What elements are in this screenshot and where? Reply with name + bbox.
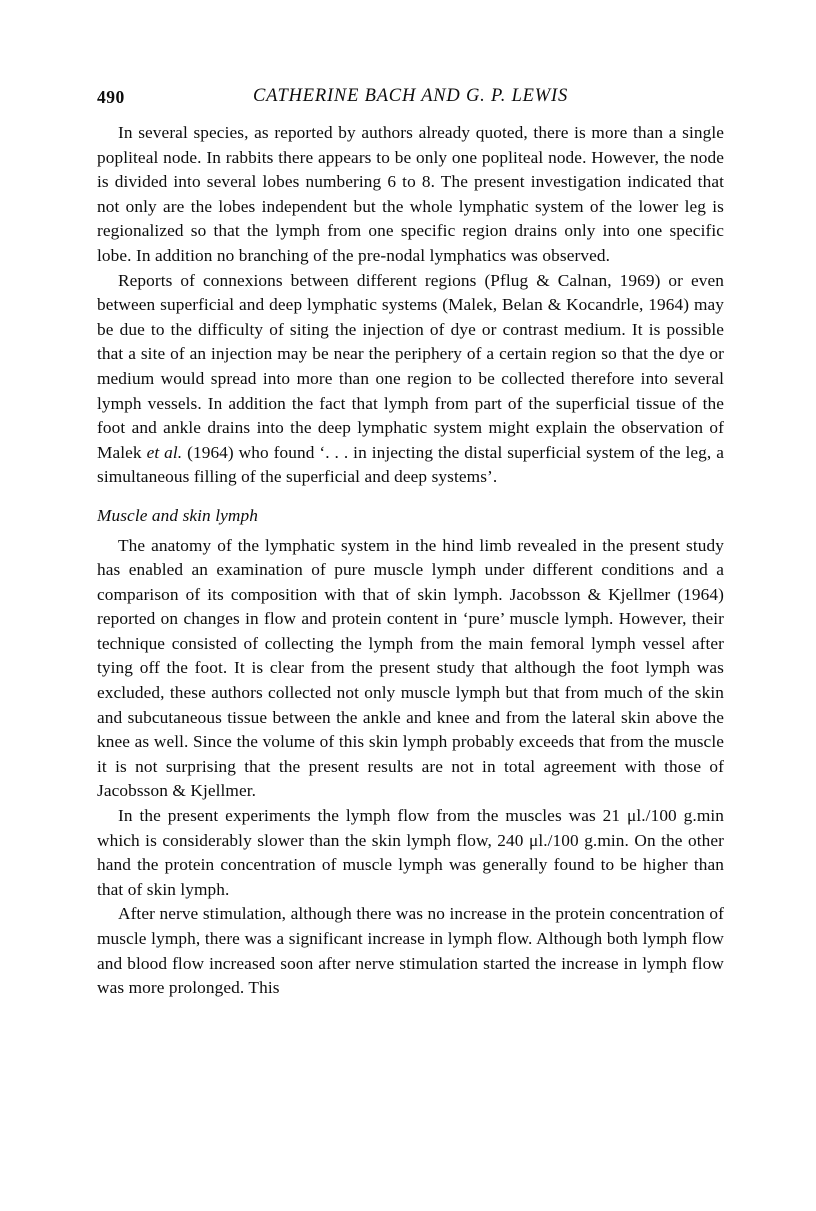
page-body — [97, 121, 724, 1001]
paragraph-4 — [97, 804, 724, 902]
paragraph-1 — [97, 121, 724, 269]
page-header — [97, 86, 724, 112]
paragraph-4-text: In the present experiments the lymph flow from the muscles was 21 μl./100 g.min which is considerably slower than the skin lymph flow, 240 μl./100 g.min. On the other hand the protein concentration of muscle lymph was generally found to be higher than that of skin lymph. — [97, 806, 724, 899]
page-number: 490 — [97, 87, 125, 107]
paragraph-3 — [97, 534, 724, 805]
paragraph-2-text-before: Reports of connexions between different regions (Pflug & Calnan, 1969) or even between superficial and deep lymphatic systems (Malek, Belan & Kocandrle, 1964) may be due to the difficulty of siting the injection of dye or contrast medium. It is possible that a site of an injection may be near the periphery of a certain region so that the dye or medium would spread into more than one region to be collected therefore into several lymph vessels. In addition the fact that lymph from part of the superficial tissue of the foot and ankle drains into the deep lymphatic system might explain the observation of Malek — [97, 270, 724, 462]
running-title: CATHERINE BACH AND G. P. LEWIS — [252, 86, 569, 106]
paragraph-1-text: In several species, as reported by authors already quoted, there is more than a single popliteal node. In rabbits there appears to be only one popliteal node. However, the node is divided into several lobes numbering 6 to 8. The present investigation indicated that not only are the lobes independent but the whole lymphatic system of the lower leg is regionalized so that the lymph from one specific region drains only into one specific lobe. In addition no branching of the pre-nodal lymphatics was observed. — [97, 123, 724, 265]
paragraph-2-text-after: (1964) who found ‘. . . in injecting the distal superficial system of the leg, a simultaneous filling of the superficial and deep systems’. — [97, 442, 724, 487]
paragraph-2-et-al: et al. — [146, 442, 183, 462]
paragraph-3-text: The anatomy of the lymphatic system in the hind limb revealed in the present study has enabled an examination of pure muscle lymph under different conditions and a comparison of its composition with that of skin lymph. Jacobsson & Kjellmer (1964) reported on changes in flow and protein content in ‘pure’ muscle lymph. However, their technique consisted of collecting the lymph from the main femoral lymph vessel after tying off the foot. It is clear from the present study that although the foot lymph was excluded, these authors collected not only muscle lymph but that from much of the skin and subcutaneous tissue between the ankle and knee and from the lateral skin above the knee as well. Since the volume of this skin lymph probably exceeds that from the muscle it is not surprising that the present results are not in total agreement with those of Jacobsson & Kjellmer. — [97, 535, 724, 801]
paragraph-2 — [97, 269, 724, 490]
paragraph-5 — [97, 902, 724, 1000]
paragraph-5-text: After nerve stimulation, although there was no increase in the protein concentration of muscle lymph, there was a significant increase in lymph flow. Although both lymph flow and blood flow increased soon after nerve stimulation started the increase in lymph flow was more prolonged. This — [97, 904, 724, 998]
section-heading: Muscle and skin lymph — [97, 505, 258, 525]
